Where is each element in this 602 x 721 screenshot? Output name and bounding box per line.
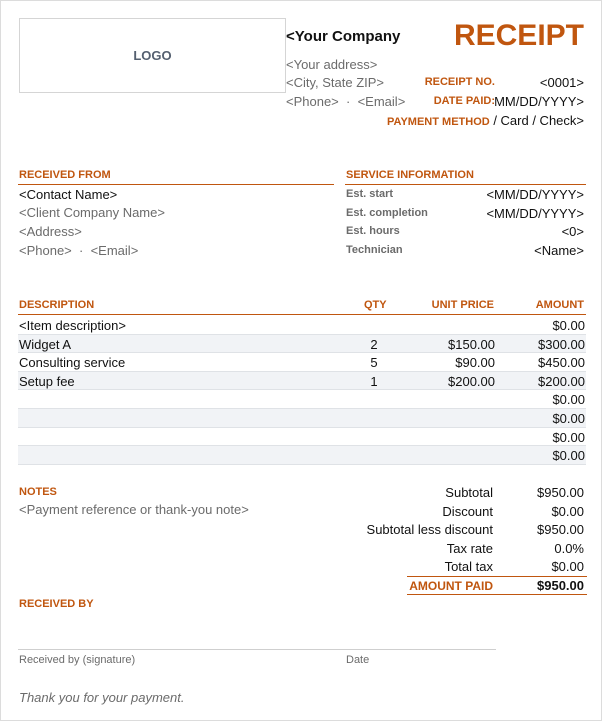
- company-contact: [286, 94, 405, 109]
- separator-dot: ·: [346, 94, 351, 109]
- item-amount: $200.00: [538, 373, 585, 389]
- item-amount: $0.00: [552, 318, 585, 333]
- totals-value: $950.00: [537, 522, 584, 538]
- service-info-value: <Name>: [534, 243, 584, 259]
- company-phone: <Phone>: [286, 94, 339, 109]
- contact-name: <Contact Name>: [19, 187, 118, 202]
- company-city: <City, State ZIP>: [286, 75, 385, 90]
- payment-method-value: / Card / Check>: [489, 113, 584, 128]
- item-qty: 1: [370, 373, 378, 389]
- table-row: [18, 390, 586, 408]
- item-amount: $0.00: [552, 392, 585, 408]
- service-info-value: <0>: [561, 224, 584, 240]
- logo-text: LOGO: [133, 48, 172, 63]
- row-divider: [18, 464, 586, 465]
- logo-placeholder: [19, 18, 286, 93]
- service-info-value: <MM/DD/YYYY>: [486, 187, 584, 202]
- service-info-rule: [345, 184, 586, 185]
- item-unit-price: $150.00: [448, 336, 495, 352]
- client-phone: <Phone>: [19, 243, 72, 258]
- service-info-label: Est. completion: [346, 206, 428, 219]
- service-info-label: Est. start: [346, 188, 394, 200]
- item-qty: 5: [370, 355, 378, 371]
- col-unit-price: UNIT PRICE: [431, 299, 494, 311]
- company-email: <Email>: [357, 94, 406, 109]
- date-paid-value: MM/DD/YYYY>: [494, 94, 584, 109]
- item-unit-price: $200.00: [448, 373, 495, 389]
- item-description: Consulting service: [19, 355, 126, 371]
- totals-value: $950.00: [537, 485, 584, 500]
- col-qty: QTY: [364, 299, 387, 311]
- amount-paid-bottom-rule: [407, 594, 587, 595]
- totals-value: 0.0%: [554, 540, 584, 556]
- totals-label: Tax rate: [446, 540, 493, 556]
- received-from-rule: [18, 184, 334, 185]
- amount-paid-label: AMOUNT PAID: [409, 579, 493, 593]
- items-header-rule: [18, 314, 586, 315]
- client-contact: [19, 243, 138, 258]
- notes-text: <Payment reference or thank-you note>: [19, 502, 249, 517]
- totals-label: Subtotal: [445, 485, 493, 500]
- receipt-no-value: <0001>: [539, 75, 584, 90]
- table-row: [18, 353, 586, 371]
- totals-label: Subtotal less discount: [366, 522, 493, 538]
- item-amount: $0.00: [552, 429, 585, 445]
- signature-label: Received by (signature): [19, 654, 136, 666]
- date-paid-label: DATE PAID:: [433, 95, 495, 107]
- receipt-no-label: RECEIPT NO.: [424, 76, 495, 88]
- item-description: Setup fee: [19, 373, 75, 389]
- amount-paid-top-rule: [407, 576, 587, 577]
- table-row: [18, 372, 586, 390]
- col-description: DESCRIPTION: [19, 299, 95, 311]
- received-from-heading: RECEIVED FROM: [19, 169, 111, 181]
- item-amount: $0.00: [552, 448, 585, 464]
- table-row: [18, 446, 586, 464]
- totals-label: Total tax: [444, 559, 493, 575]
- client-address: <Address>: [19, 224, 82, 239]
- item-qty: 2: [370, 336, 378, 352]
- notes-heading: NOTES: [19, 486, 57, 498]
- item-amount: $450.00: [538, 355, 585, 371]
- totals-label: Discount: [442, 503, 493, 519]
- service-info-heading: SERVICE INFORMATION: [346, 169, 474, 181]
- service-info-value: <MM/DD/YYYY>: [486, 205, 584, 221]
- item-amount: $300.00: [538, 336, 585, 352]
- table-row: [18, 409, 586, 427]
- item-description: <Item description>: [19, 318, 126, 333]
- separator-dot: ·: [79, 243, 84, 258]
- amount-paid-value: $950.00: [537, 578, 584, 593]
- payment-method-label: PAYMENT METHOD: [387, 116, 490, 128]
- client-company: <Client Company Name>: [19, 205, 165, 220]
- item-amount: $0.00: [552, 411, 585, 426]
- totals-value: $0.00: [551, 503, 584, 519]
- receipt-title: RECEIPT: [453, 19, 584, 52]
- col-amount: AMOUNT: [535, 299, 584, 311]
- service-info-label: Technician: [346, 244, 403, 257]
- service-info-label: Est. hours: [346, 225, 400, 238]
- table-row: [18, 335, 586, 353]
- company-address: <Your address>: [286, 57, 378, 72]
- thank-you-note: Thank you for your payment.: [19, 690, 185, 705]
- item-description: Widget A: [19, 336, 72, 352]
- received-by-heading: RECEIVED BY: [19, 598, 94, 610]
- totals-value: $0.00: [551, 559, 584, 575]
- company-name: <Your Company: [286, 28, 401, 45]
- client-email: <Email>: [90, 243, 139, 258]
- date-label: Date: [346, 654, 370, 666]
- payment-method: [387, 112, 584, 130]
- item-unit-price: $90.00: [455, 355, 495, 371]
- table-row: [18, 316, 586, 334]
- signature-line: [18, 649, 496, 650]
- table-row: [18, 428, 586, 446]
